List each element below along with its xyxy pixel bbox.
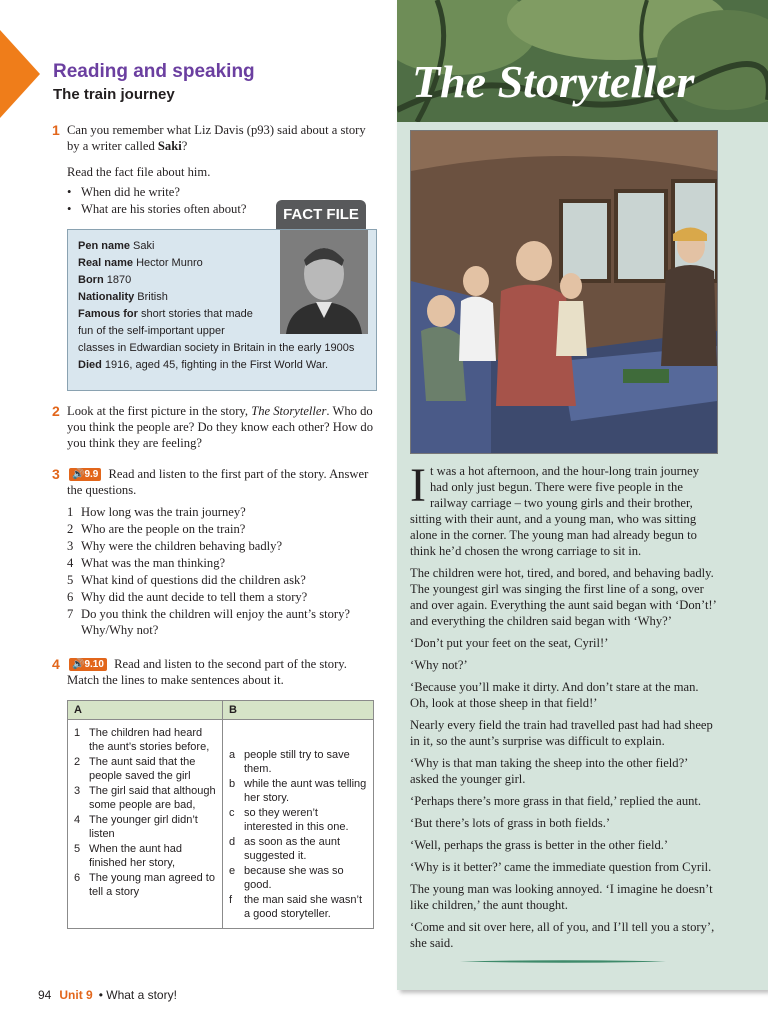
page-number: 94 [38,988,52,1002]
question-instruction: Read the fact file about him. [67,165,211,179]
unit-label: Unit 9 [59,988,93,1002]
fact-file-text: Pen name Saki Real name Hector Munro Born 1870 Nationality British Famous for short stories that made fun of the self-important upper classes in Edwardian society in Britain in the early 1900s Died 1916, aged 45, fighting in the First World War. [78,240,355,371]
list-item: 2 Who are the people on the train? [67,522,246,536]
footer-separator: • [98,988,103,1002]
section-tab-arrow [0,30,40,118]
story-paragraph: ‘Don’t put your feet on the seat, Cyril!’ [410,636,609,650]
question-4 [53,656,378,688]
story-paragraph: ‘Because you’ll make it dirty. And don’t stare at the man. Oh, look at those sheep in that field!’ [410,680,699,710]
page-footer [38,988,177,1002]
list-item: 4 What was the man thinking? [67,556,226,570]
question-number: 1 [52,122,60,138]
audio-track-badge[interactable]: 🔊9.9 [69,468,101,481]
question-text: Look at the first picture in the story, The Storyteller. Who do you think the people are? Do they know each other? How do you think they are feeling? [67,404,374,450]
matching-table [67,700,374,929]
list-item: e because she was so good. [229,865,344,891]
story-paragraph: ‘Why is it better?’ came the immediate question from Cyril. [410,860,712,874]
speaker-icon: 🔊 [72,659,85,670]
story-paragraph: The young man was looking annoyed. ‘I imagine he doesn’t like children,’ the aunt thought. [410,882,713,912]
column-header-b: B [223,701,374,720]
list-item: a people still try to save them. [229,749,350,775]
question-3 [53,466,378,639]
story-paragraph: ‘Perhaps there’s more grass in that field,’ replied the aunt. [410,794,702,808]
speaker-icon: 🔊 [72,469,85,480]
question-number: 3 [52,466,60,482]
story-paragraph: The children were hot, tired, and bored, and behaving badly. The youngest girl was singing the first line of a song, over and over again. Everything the aunt said began with ‘Don’t!’ and everything the children said began with ‘Why?’ [410,566,716,628]
column-b-list [227,748,369,921]
list-item: 1 The children had heard the aunt’s stories before, [74,727,210,753]
section-title: Reading and speaking [53,61,255,82]
story-body [410,459,716,957]
audio-track-badge[interactable]: 🔊9.10 [69,658,107,671]
section-divider [460,960,666,963]
drop-cap: I [410,459,426,512]
question-text: 🔊9.9 Read and listen to the first part of the story. Answer the questions. [67,467,369,497]
train-carriage-illustration [410,130,718,454]
question-text: 🔊9.10 Read and listen to the second part of the story. Match the lines to make sentences about it. [67,657,347,687]
section-header [53,60,378,113]
bullet-item: • When did he write? [67,184,378,201]
question-number: 2 [52,403,60,419]
list-item: 5 What kind of questions did the children ask? [67,573,306,587]
list-item: d as soon as the aunt suggested it. [229,836,341,862]
bullet-item: • What are his stories often about? [67,201,378,218]
column-a-cell [68,720,223,929]
list-item: 7 Do you think the children will enjoy the aunt’s story? Why/Why not? [67,607,350,637]
story-paragraph: Nearly every field the train had travelled past had had sheep in it, so the aunt’s surprise was difficult to explain. [410,718,713,748]
fact-file-tab: FACT FILE [276,200,366,230]
list-item: c so they weren’t interested in this one. [229,807,349,833]
question-number: 4 [52,656,60,672]
story-paragraph: ‘Come and sit over here, all of you, and I’ll tell you a story’, she said. [410,920,715,950]
list-item: 1 How long was the train journey? [67,505,246,519]
story-paragraph: It was a hot afternoon, and the hour-long train journey had only just begun. There were five people in the railway carriage – two young girls and their brother, sitting with their aunt, and a young man, who was sitting alone in the corner. The young man had already begun to think he’d chosen the wrong carriage to sit in. [410,459,700,558]
column-header-a: A [68,701,223,720]
question-2 [53,403,378,451]
list-item: b while the aunt was telling her story. [229,778,367,804]
list-item: 5 When the aunt had finished her story, [74,843,182,869]
column-a-list [72,726,218,899]
list-item: 6 The young man agreed to tell a story [74,872,215,898]
story-paragraph: ‘But there’s lots of grass in both fields.’ [410,816,611,830]
list-item: 3 The girl said that although some people are bad, [74,785,216,811]
fact-file-box [67,229,377,391]
list-item: f the man said she wasn’t a good storyteller. [229,894,363,920]
question-text: Can you remember what Liz Davis (p93) said about a story by a writer called Saki? [67,123,366,153]
list-item: 4 The younger girl didn’t listen [74,814,198,840]
list-item: 6 Why did the aunt decide to tell them a story? [67,590,308,604]
list-item: 2 The aunt said that the people saved the girl [74,756,196,782]
section-subtitle: The train journey [53,86,175,103]
story-title: The Storyteller [412,56,695,107]
story-paragraph: ‘Why is that man taking the sheep into the other field?’ asked the younger girl. [410,756,688,786]
unit-title: What a story! [106,988,177,1002]
story-paragraph: ‘Well, perhaps the grass is better in the other field.’ [410,838,669,852]
column-b-cell [223,720,374,929]
list-item: 3 Why were the children behaving badly? [67,539,283,553]
question-list [53,504,378,638]
story-paragraph: ‘Why not?’ [410,658,468,672]
